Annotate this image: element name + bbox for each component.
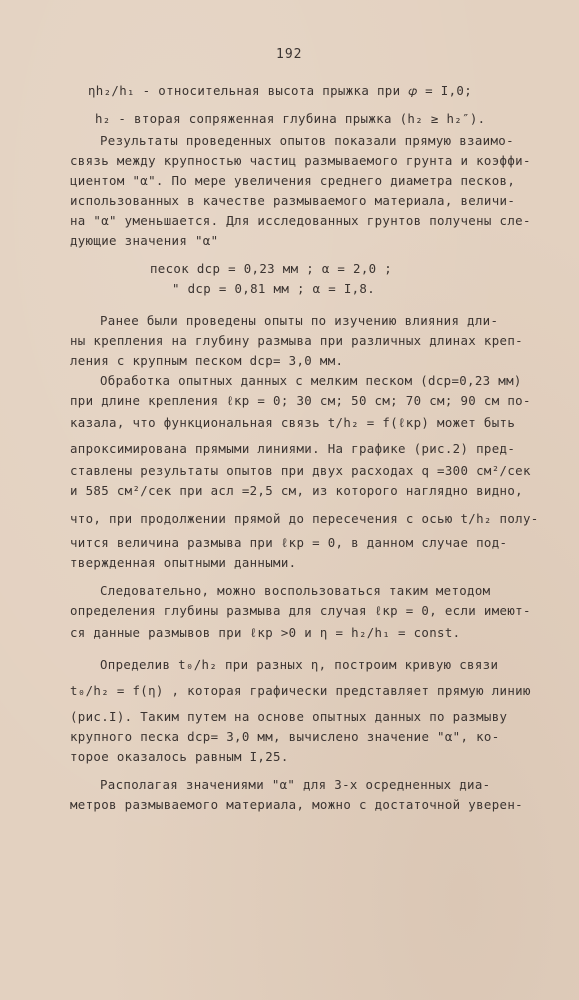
text-line: что, при продолжении прямой до пересечения с осью t/h₂ полу-: [70, 511, 539, 526]
text-line: песок dср = 0,23 мм ; α = 2,0 ;: [150, 261, 393, 276]
text-line: при длине крепления ℓкр = 0; 30 см; 50 см; 70 см; 90 см по-: [70, 393, 531, 408]
text-line: ся данные размывов при ℓкр >0 и η = h₂/h₁ = const.: [70, 625, 461, 640]
text-line: ηh₂/h₁ - относительная высота прыжка при 𝜑 = I,0;: [88, 83, 473, 98]
text-line: метров размываемого материала, можно с достаточной уверен-: [70, 797, 523, 812]
text-line: твержденная опытными данными.: [70, 555, 297, 570]
text-line: t₀/h₂ = f(η) , которая графически представляет прямую линию: [70, 683, 531, 698]
text-line: h₂ - вторая сопряженная глубина прыжка (h₂ ≥ h₂″).: [95, 111, 486, 126]
text-line: торое оказалось равным I,25.: [70, 749, 289, 764]
text-line: Располагая значениями "α" для 3-х осредненных диа-: [100, 777, 491, 792]
text-line: Ранее были проведены опыты по изучению влияния дли-: [100, 313, 499, 328]
text-line: ны крепления на глубину размыва при различных длинах креп-: [70, 333, 523, 348]
text-line: дующие значения "α": [70, 233, 219, 248]
text-line: казала, что функциональная связь t/h₂ = f(ℓкр) может быть: [70, 415, 516, 430]
text-line: циентом "α". По мере увеличения среднего диаметра песков,: [70, 173, 516, 188]
text-line: апроксимирована прямыми линиями. На графике (рис.2) пред-: [70, 441, 516, 456]
text-line: Определив t₀/h₂ при разных η, построим кривую связи: [100, 657, 499, 672]
text-line: ления с крупным песком dср= 3,0 мм.: [70, 353, 344, 368]
page-number: 192: [276, 47, 303, 62]
text-line: чится величина размыва при ℓкр = 0, в данном случае под-: [70, 535, 508, 550]
text-line: Следовательно, можно воспользоваться таким методом: [100, 583, 491, 598]
text-line: ставлены результаты опытов при двух расходах q =300 см²/сек: [70, 463, 531, 478]
text-line: на "α" уменьшается. Для исследованных грунтов получены сле-: [70, 213, 531, 228]
text-line: и 585 см²/сек при aсл =2,5 см, из которого наглядно видно,: [70, 483, 523, 498]
text-line: связь между крупностью частиц размываемого грунта и коэффи-: [70, 153, 531, 168]
text-line: определения глубины размыва для случая ℓкр = 0, если имеют-: [70, 603, 531, 618]
text-line: " dср = 0,81 мм ; α = I,8.: [172, 281, 376, 296]
text-line: Результаты проведенных опытов показали прямую взаимо-: [100, 133, 514, 148]
text-line: (рис.I). Таким путем на основе опытных данных по размыву: [70, 709, 508, 724]
text-line: Обработка опытных данных с мелким песком (dср=0,23 мм): [100, 373, 522, 388]
text-line: использованных в качестве размываемого материала, величи-: [70, 193, 516, 208]
text-line: крупного песка dср= 3,0 мм, вычислено значение "α", ко-: [70, 729, 500, 744]
